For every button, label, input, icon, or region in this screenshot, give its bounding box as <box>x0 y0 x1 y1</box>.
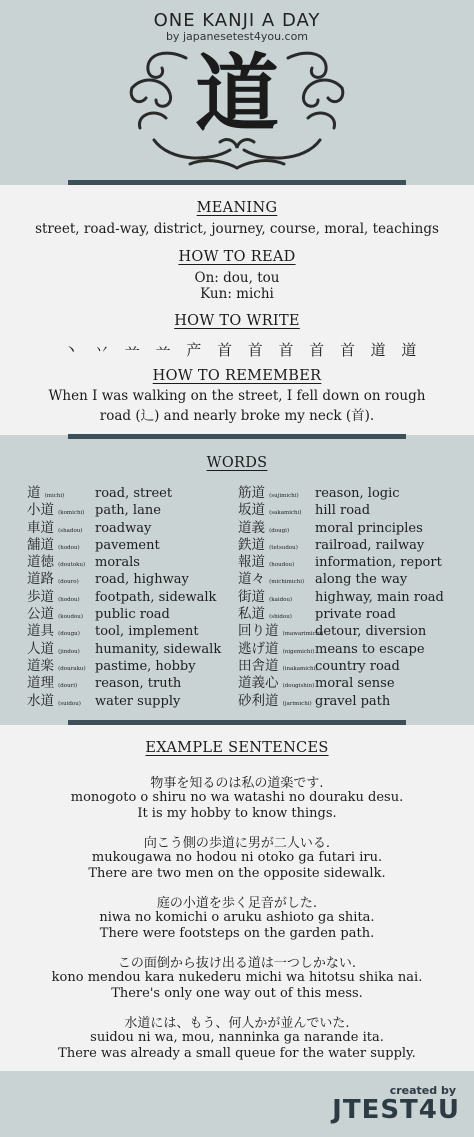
stroke-step: 道 <box>401 341 417 359</box>
featured-kanji: 道 <box>194 45 279 143</box>
word-entry: 人道 (jindou) humanity, sidewalk <box>27 640 222 657</box>
meaning-text: street, road-way, district, journey, course, moral, teachings <box>35 221 439 237</box>
brand-logo-text: JTEST4U <box>332 1095 460 1125</box>
example-japanese: 向こう側の歩道に男が二人いる. <box>143 836 331 851</box>
stroke-order <box>60 340 420 360</box>
word-entry: 坂道 (sakamichi) hill road <box>238 502 371 519</box>
remember-line-2: road (辶) and nearly broke my neck (首). <box>99 408 375 424</box>
stroke-step: 丶 <box>63 341 79 359</box>
stroke-step: 丷 <box>94 341 110 359</box>
stroke-step: 首 <box>339 341 355 359</box>
created-by-label: created by <box>389 1084 456 1097</box>
word-entry: 道具 (dougu) tool, implement <box>27 623 199 640</box>
word-entry: 水道 (suidou) water supply <box>27 692 181 709</box>
how-to-remember-heading: HOW TO REMEMBER <box>152 368 322 384</box>
word-entry: 鉄道 (tetsudou) railroad, railway <box>238 536 425 553</box>
stroke-step: 道 <box>370 341 386 359</box>
header <box>0 0 474 182</box>
example-japanese: 水道には、もう、何人かが並んでいた. <box>124 1016 350 1031</box>
remember-line-1: When I was walking on the street, I fell down on rough <box>48 388 426 404</box>
word-entry: 舗道 (hodou) pavement <box>27 536 160 553</box>
word-entry: 筋道 (sujimichi) reason, logic <box>238 485 400 501</box>
site-title: ONE KANJI A DAY <box>153 10 321 31</box>
word-entry: 逃げ道 (nigemichi) means to escape <box>238 640 425 657</box>
word-entry: 街道 (kaidou) highway, main road <box>238 588 444 605</box>
word-entry: 報道 (houdou) information, report <box>238 554 442 571</box>
how-to-write-heading: HOW TO WRITE <box>174 313 300 329</box>
example-english: There are two men on the opposite sidewalk. <box>88 866 386 881</box>
example-romaji: niwa no komichi o aruku ashioto ga shita. <box>99 910 375 925</box>
kun-reading: Kun: michi <box>200 286 274 302</box>
word-entry: 道義心 (dougishin) moral sense <box>238 675 395 692</box>
stroke-step: 产 <box>186 341 202 359</box>
word-entry: 道義 (dougi) moral principles <box>238 519 423 536</box>
stroke-step: 首 <box>217 341 233 359</box>
example-english: It is my hobby to know things. <box>137 806 337 821</box>
word-entry: 道々 (michimichi) along the way <box>238 571 408 588</box>
site-subtitle: by japanesetest4you.com <box>165 30 309 43</box>
example-sentences-heading: EXAMPLE SENTENCES <box>145 740 329 756</box>
on-reading: On: dou, tou <box>194 270 280 286</box>
stroke-step: 䒑 <box>155 341 171 359</box>
stroke-step: 首 <box>278 341 294 359</box>
example-japanese: 庭の小道を歩く足音がした. <box>156 896 318 911</box>
example-japanese: 物事を知るのは私の道楽です. <box>150 776 324 791</box>
word-entry: 道 (michi) road, street <box>27 485 173 501</box>
word-entry: 道徳 (doutoku) morals <box>27 554 140 571</box>
word-entry: 回り道 (mawarimichi) detour, diversion <box>238 623 427 640</box>
words-right-column <box>238 485 470 710</box>
example-romaji: kono mendou kara nukederu michi wa hitotsu shika nai. <box>51 970 423 985</box>
words-left-column <box>27 485 257 710</box>
word-entry: 小道 (komichi) path, lane <box>27 502 161 519</box>
word-entry: 道理 (douri) reason, truth <box>27 675 182 692</box>
example-english: There was already a small queue for the water supply. <box>58 1046 416 1061</box>
stroke-step: 首 <box>247 341 263 359</box>
words-heading: WORDS <box>206 455 268 471</box>
meaning-heading: MEANING <box>196 200 278 216</box>
word-entry: 歩道 (hodou) footpath, sidewalk <box>27 588 217 605</box>
word-entry: 砂利道 (jarimichi) gravel path <box>238 692 391 709</box>
stroke-step: 䒑 <box>124 341 140 359</box>
stroke-step: 首 <box>309 341 325 359</box>
example-english: There's only one way out of this mess. <box>111 986 363 1001</box>
word-entry: 私道 (shidou) private road <box>238 606 396 623</box>
example-english: There were footsteps on the garden path. <box>99 926 375 941</box>
word-entry: 田舎道 (inakamichi) country road <box>238 657 400 674</box>
example-japanese: この面倒から抜け出る道は一つしかない. <box>117 956 357 971</box>
example-romaji: suidou ni wa, mou, nanninka ga narande ita. <box>90 1030 384 1045</box>
example-romaji: mukougawa no hodou ni otoko ga futari iru. <box>91 850 383 865</box>
word-entry: 道楽 (douraku) pastime, hobby <box>27 657 196 674</box>
word-entry: 車道 (shadou) roadway <box>27 519 152 536</box>
example-romaji: monogoto o shiru no wa watashi no douraku desu. <box>70 790 404 805</box>
footer <box>0 1071 474 1137</box>
word-entry: 道路 (douro) road, highway <box>27 571 189 588</box>
word-entry: 公道 (koudou) public road <box>27 606 170 623</box>
how-to-read-heading: HOW TO READ <box>178 249 296 265</box>
